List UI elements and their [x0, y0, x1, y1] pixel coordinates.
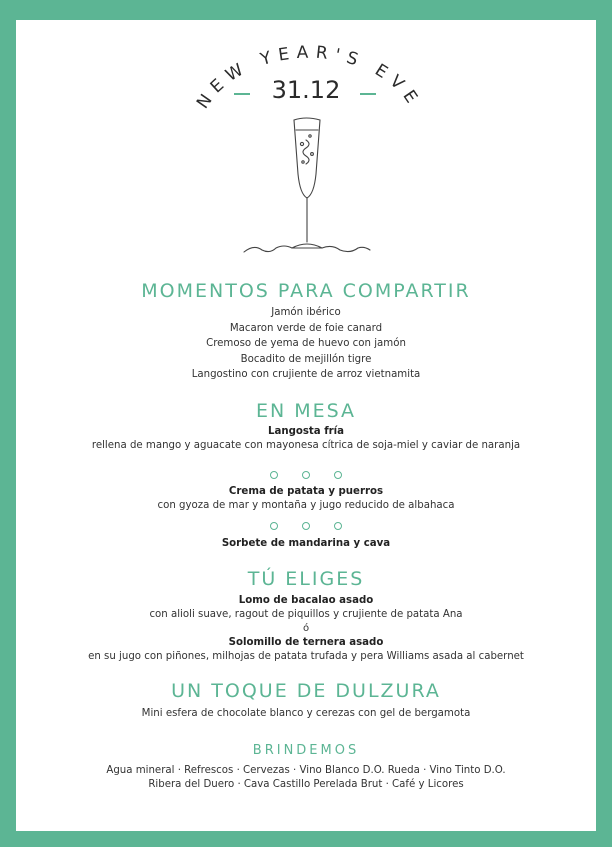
en-mesa-courses	[16, 425, 596, 453]
momentos-list	[16, 305, 596, 383]
brindemos-drinks	[16, 764, 596, 792]
section-title-dulzura: UN TOQUE DE DULZURA	[171, 680, 441, 702]
dulzura-item	[16, 706, 596, 722]
course-name: Langosta fría	[267, 426, 345, 437]
option-name: Solomillo de ternera asado	[228, 637, 384, 648]
dot-icon	[334, 522, 342, 530]
course-description: con gyoza de mar y montaña y jugo reducido de albahaca	[157, 500, 455, 511]
section-title-tu-eliges: TÚ ELIGES	[247, 568, 365, 590]
champagne-glass-icon	[240, 114, 372, 256]
section-tu-eliges	[16, 568, 596, 590]
list-item: Cremoso de yema de huevo con jamón	[206, 338, 406, 349]
dot-icon	[302, 471, 310, 479]
dots-divider	[16, 464, 596, 478]
list-item: Jamón ibérico	[271, 307, 341, 318]
section-title-brindemos: BRINDEMOS	[252, 743, 360, 758]
section-brindemos	[16, 743, 596, 758]
new-years-eve-title: NEW YEAR'S EVE	[192, 42, 426, 113]
menu-page	[16, 20, 596, 831]
option-description: en su jugo con piñones, milhojas de patata trufada y pera Williams asada al cabernet	[88, 651, 524, 662]
en-mesa-course-3	[16, 537, 596, 551]
section-momentos	[16, 280, 596, 302]
section-title-momentos: MOMENTOS PARA COMPARTIR	[141, 280, 471, 302]
option-name: Lomo de bacalao asado	[238, 595, 374, 606]
or-separator: ó	[302, 623, 310, 634]
dot-icon	[270, 471, 278, 479]
dots-divider	[16, 515, 596, 529]
dot-icon	[334, 471, 342, 479]
section-title-en-mesa: EN MESA	[255, 400, 357, 422]
list-item: Langostino con crujiente de arroz vietnamita	[191, 369, 421, 380]
course-name: Crema de patata y puerros	[228, 486, 384, 497]
en-mesa-course-2	[16, 485, 596, 513]
course-description: rellena de mango y aguacate con mayonesa cítrica de soja-miel y caviar de naranja	[91, 440, 521, 451]
list-item: Mini esfera de chocolate blanco y cerezas con gel de bergamota	[141, 708, 471, 719]
section-dulzura	[16, 680, 596, 702]
tu-eliges-options	[16, 594, 596, 664]
section-en-mesa	[16, 400, 596, 422]
course-name: Sorbete de mandarina y cava	[221, 538, 391, 549]
dot-icon	[302, 522, 310, 530]
list-item: Macaron verde de foie canard	[229, 322, 383, 334]
dot-icon	[270, 522, 278, 530]
date-label: 31.12	[271, 76, 341, 104]
drinks-line: Agua mineral · Refrescos · Cervezas · Vino Blanco D.O. Rueda · Vino Tinto D.O.	[106, 765, 506, 776]
option-description: con alioli suave, ragout de piquillos y crujiente de patata Ana	[149, 609, 463, 620]
drinks-line: Ribera del Duero · Cava Castillo Perelada Brut · Café y Licores	[148, 779, 464, 790]
list-item: Bocadito de mejillón tigre	[240, 353, 372, 365]
